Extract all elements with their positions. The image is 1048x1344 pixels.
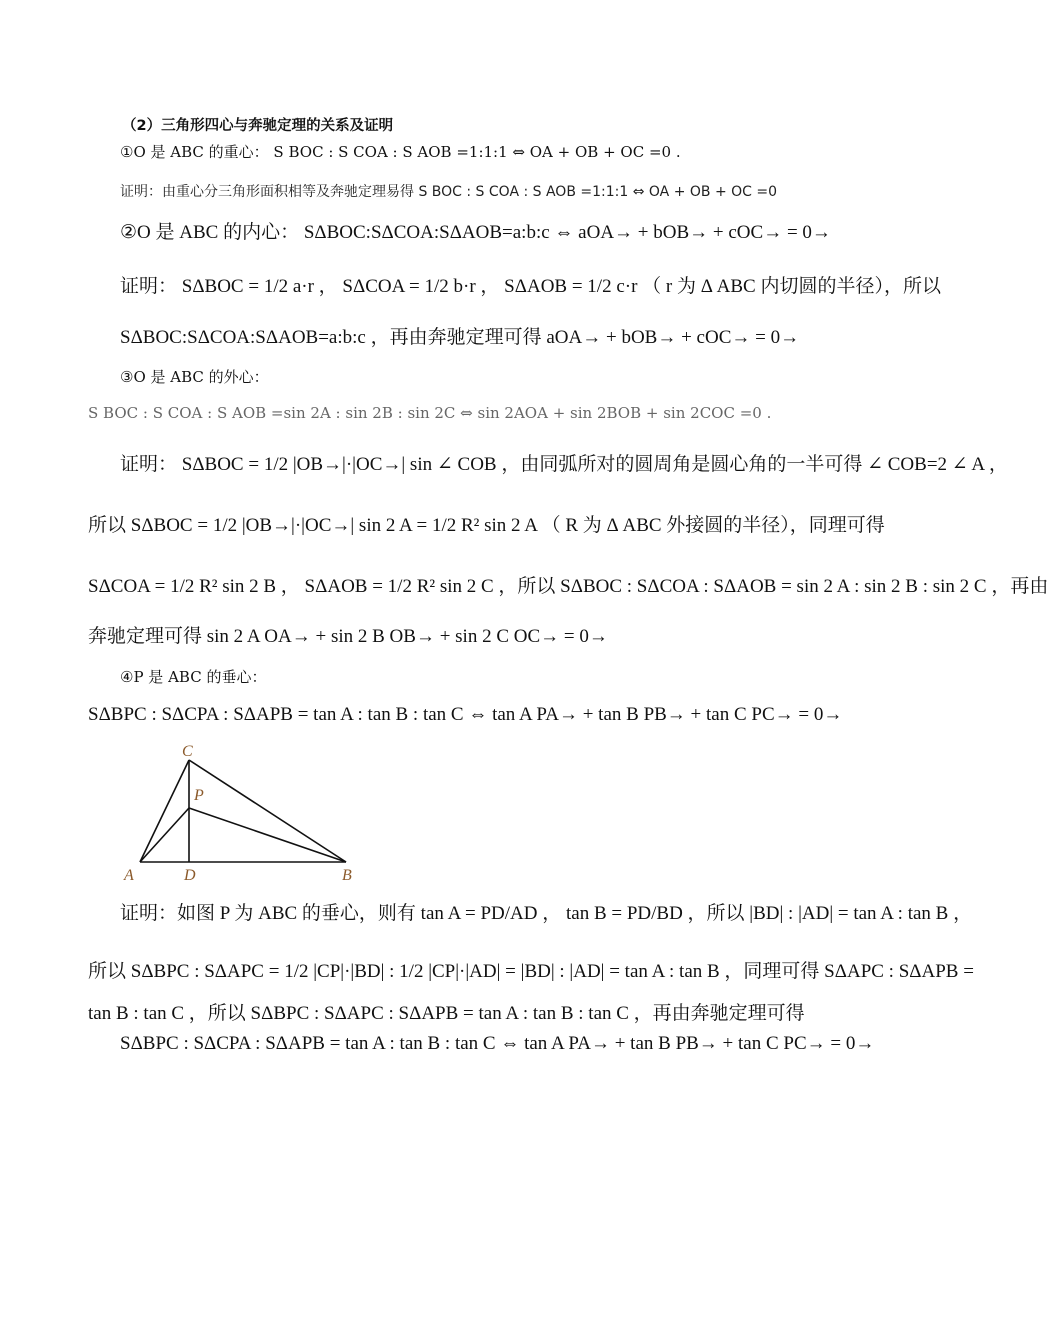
segment-pb (189, 808, 346, 862)
incenter-proof-1: 证明： SΔBOC = 1/2 a·r ， SΔCOA = 1/2 b·r ， SΔAOB = 1/2 c·r （ r 为 Δ ABC 内切圆的半径），所以 (120, 276, 941, 297)
incenter-proof-2: SΔBOC:SΔCOA:SΔAOB=a:b:c ，再由奔驰定理可得 aOA→ + bOB→ + cOC→ = 0→ (120, 327, 800, 348)
circumcenter-proof-2: 所以 SΔBOC = 1/2 |OB→|·|OC→| sin 2 A = 1/2 R² sin 2 A （ R 为 Δ ABC 外接圆的半径），同理可得 (88, 515, 885, 536)
circumcenter-formula: S BOC : S COA : S AOB =sin 2A : sin 2B : sin 2C ⇔ sin 2AOA + sin 2BOB + sin 2COC =0 . (88, 404, 772, 422)
label-p: P (194, 787, 204, 804)
circumcenter-statement: ③O 是 ABC 的外心： (120, 368, 269, 386)
orthocenter-conclusion: SΔBPC : SΔCPA : SΔAPB = tan A : tan B : tan C ⇔ tan A PA→ + tan B PB→ + tan C PC→ = 0→ (120, 1033, 875, 1054)
label-d: D (184, 867, 196, 884)
orthocenter-statement: ④P 是 ABC 的垂心： (120, 668, 267, 686)
orthocenter-proof-3: tan B : tan C ，所以 SΔBPC : SΔAPC : SΔAPB = tan A : tan B : tan C ，再由奔驰定理可得 (88, 1003, 805, 1024)
side-ac (140, 760, 189, 862)
circumcenter-proof-1: 证明： SΔBOC = 1/2 |OB→|·|OC→| sin ∠ COB ，由同弧所对的圆周角是圆心角的一半可得 ∠ COB=2 ∠ A ， (120, 454, 1008, 475)
label-c: C (182, 743, 193, 760)
circumcenter-proof-4: 奔驰定理可得 sin 2 A OA→ + sin 2 B OB→ + sin 2 C OC→ = 0→ (88, 626, 608, 647)
orthocenter-proof-2: 所以 SΔBPC : SΔAPC = 1/2 |CP|·|BD| : 1/2 |CP|·|AD| = |BD| : |AD| = tan A : tan B ，同理可得 SΔAPC : SΔAPB = (88, 961, 974, 982)
circumcenter-proof-3: SΔCOA = 1/2 R² sin 2 B ， SΔAOB = 1/2 R² sin 2 C ，所以 SΔBOC : SΔCOA : SΔAOB = sin 2 A : sin 2 B : sin 2 C ，再由 (88, 576, 1048, 597)
side-bc (189, 760, 346, 862)
section-heading: （2）三角形四心与奔驰定理的关系及证明 (122, 118, 394, 134)
incenter-statement: ②O 是 ABC 的内心： SΔBOC:SΔCOA:SΔAOB=a:b:c ⇔ aOA→ + bOB→ + cOC→ = 0→ (120, 222, 831, 243)
label-a: A (124, 867, 134, 884)
orthocenter-proof-1: 证明：如图 P 为 ABC 的垂心，则有 tan A = PD/AD ， tan B = PD/BD ，所以 |BD| : |AD| = tan A : tan B ， (120, 903, 973, 924)
centroid-proof: 证明：由重心分三角形面积相等及奔驰定理易得 S BOC : S COA : S AOB =1:1:1 ⇔ OA + OB + OC =0 (120, 184, 778, 200)
orthocenter-formula: SΔBPC : SΔCPA : SΔAPB = tan A : tan B : tan C ⇔ tan A PA→ + tan B PB→ + tan C PC→ = 0→ (88, 704, 843, 725)
segment-ap (140, 808, 189, 862)
label-b: B (342, 867, 352, 884)
orthocenter-figure (120, 740, 380, 890)
centroid-statement: ①O 是 ABC 的重心： S BOC : S COA : S AOB =1:1:1 ⇔ OA + OB + OC =0 . (120, 143, 681, 161)
